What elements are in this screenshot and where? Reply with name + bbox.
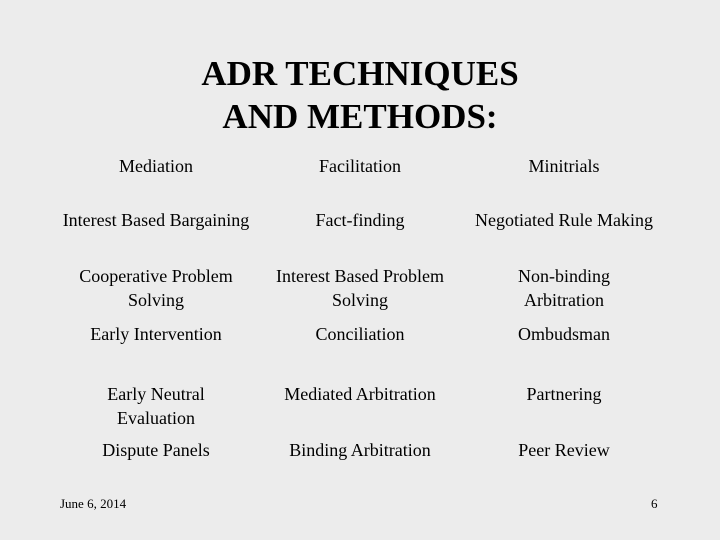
page-number: 6 bbox=[651, 496, 658, 511]
table-cell: Mediated Arbitration bbox=[284, 384, 436, 404]
table-cell: Interest Based Problem Solving bbox=[276, 266, 444, 310]
table-cell: Partnering bbox=[526, 384, 602, 404]
table-cell: Early Intervention bbox=[90, 324, 222, 344]
title-line-2: AND METHODS: bbox=[222, 97, 498, 136]
table-cell: Interest Based Bargaining bbox=[62, 210, 250, 230]
table-cell: Facilitation bbox=[319, 156, 401, 176]
table-cell: Dispute Panels bbox=[102, 440, 210, 460]
table-cell: Early Neutral Evaluation bbox=[107, 384, 205, 428]
slide-title bbox=[0, 52, 720, 138]
table-cell: Fact-finding bbox=[315, 210, 405, 230]
footer-date: June 6, 2014 bbox=[60, 496, 127, 511]
table-cell: Negotiated Rule Making bbox=[475, 210, 653, 230]
table-cell: Binding Arbitration bbox=[289, 440, 431, 460]
table-cell: Ombudsman bbox=[518, 324, 610, 344]
table-cell: Minitrials bbox=[528, 156, 600, 176]
table-cell: Conciliation bbox=[315, 324, 405, 344]
title-line-1: ADR TECHNIQUES bbox=[201, 54, 519, 93]
table-cell: Cooperative Problem Solving bbox=[79, 266, 233, 310]
table-cell: Non-binding Arbitration bbox=[518, 266, 610, 310]
table-cell: Peer Review bbox=[518, 440, 610, 460]
table-cell: Mediation bbox=[119, 156, 193, 176]
